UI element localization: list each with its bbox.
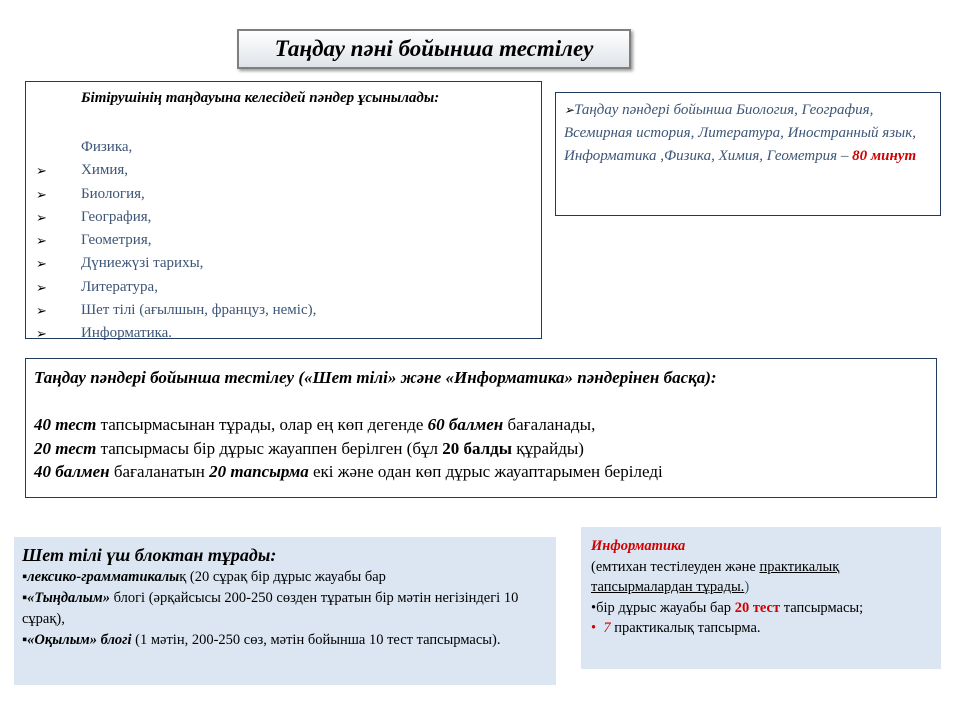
time-box-text: Таңдау пәндері бойынша Биология, География, Всемирная история, Литература, Иностранный язык, Информатика ,Физика, Химия, Геометрия – [564, 102, 916, 164]
informatics-heading: Информатика [591, 538, 686, 554]
arrow-bullet-icon: ➢ [564, 103, 575, 117]
list-item: ➢ География, [26, 206, 541, 229]
list-item: Физика, [81, 139, 133, 155]
dot-bullet-icon: • [591, 599, 597, 616]
arrow-bullet-icon: ➢ [36, 303, 47, 319]
foreign-heading: Шет тілі үш блоктан тұрады: [22, 545, 277, 565]
time-box [555, 92, 941, 216]
list-item: ➢ Информатика. [26, 322, 541, 345]
list-item: •бір дұрыс жауабы бар 20 тест тапсырмасы; [591, 599, 864, 616]
list-item: ▪лексико-грамматикалық (20 сұрақ бір дұрыс жауабы бар [22, 569, 386, 585]
arrow-bullet-icon: ➢ [36, 256, 47, 272]
arrow-bullet-icon: ➢ [36, 233, 47, 249]
square-bullet-icon: ▪ [22, 590, 28, 606]
square-bullet-icon: ▪ [22, 632, 28, 648]
list-item: ➢ Биология, [26, 183, 541, 206]
foreign-language-box [14, 537, 556, 685]
rules-line-1: 40 тест тапсырмасынан тұрады, олар ең көп дегенде 60 балмен бағаланады, [34, 415, 596, 434]
list-item: ➢ Литература, [26, 276, 541, 299]
rules-heading: Таңдау пәндері бойынша тестілеу («Шет тілі» және «Информатика» пәндерінен басқа): [34, 368, 717, 387]
subjects-heading: Бітірушінің таңдауына келесідей пәндер ұсынылады: [81, 90, 440, 106]
list-item: ➢ Шет тілі (ағылшын, француз, неміс), [26, 299, 541, 322]
subjects-box [25, 81, 542, 342]
rules-line-3: 40 балмен бағаланатын 20 тапсырма екі және одан көп дұрыс жауаптарымен беріледі [34, 462, 663, 481]
time-value: 80 минут [852, 148, 917, 164]
arrow-bullet-icon: ➢ [36, 279, 47, 295]
dot-bullet-icon: • [591, 620, 597, 636]
list-item: • 7 практикалық тапсырма. [591, 620, 761, 636]
arrow-bullet-icon: ➢ [36, 186, 47, 202]
list-item: ➢ Геометрия, [26, 229, 541, 252]
informatics-box [581, 527, 941, 669]
arrow-bullet-icon: ➢ [36, 163, 47, 179]
list-item: ▪«Тыңдалым» блогі (әрқайсысы 200-250 сөзден тұратын бір мәтін негізіндегі 10 сұрақ), [22, 590, 519, 627]
subjects-list [26, 136, 541, 346]
list-item: ➢ Химия, [26, 159, 541, 182]
page-title: Таңдау пәні бойынша тестілеу [237, 29, 631, 69]
arrow-bullet-icon: ➢ [36, 326, 47, 342]
rules-box [25, 358, 937, 498]
list-item: ▪«Оқылым» блогі (1 мәтін, 200-250 сөз, мәтін бойынша 10 тест тапсырмасы). [22, 632, 501, 648]
list-item: ➢ Дүниежүзі тарихы, [26, 252, 541, 275]
arrow-bullet-icon: ➢ [36, 209, 47, 225]
square-bullet-icon: ▪ [22, 569, 28, 585]
informatics-description: (емтихан тестілеуден және практикалық тапсырмалардан тұрады.) [591, 558, 840, 595]
rules-line-2: 20 тест тапсырмасы бір дұрыс жауаппен берілген (бұл 20 балды құрайды) [34, 438, 584, 458]
